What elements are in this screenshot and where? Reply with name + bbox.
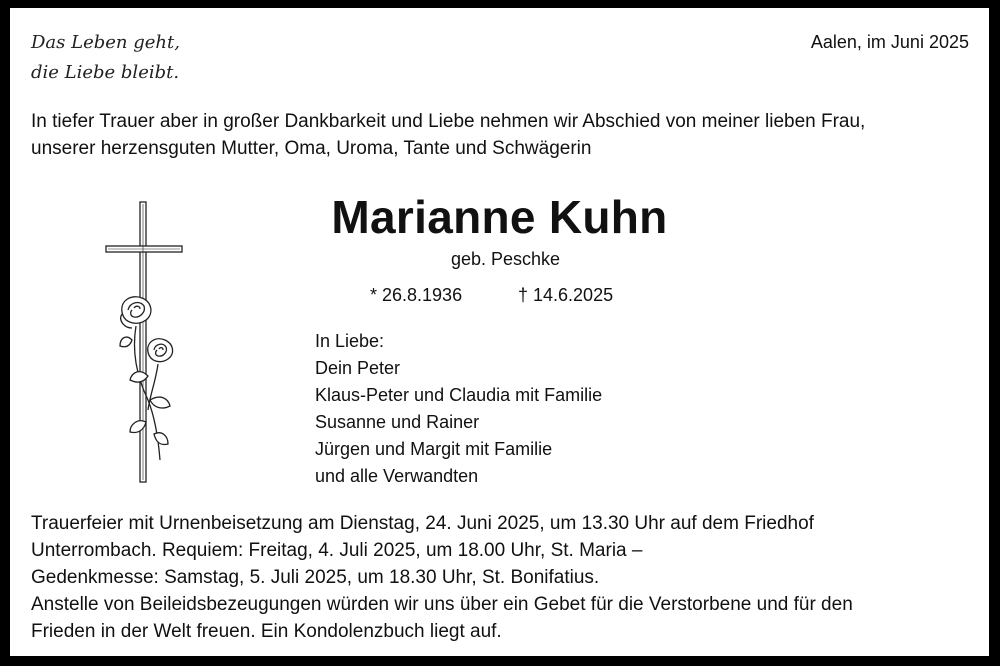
maiden-name: geb. Peschke <box>450 249 561 269</box>
motto <box>31 28 180 88</box>
family-member: Klaus-Peter und Claudia mit Familie <box>315 385 603 405</box>
obituary-notice <box>10 8 989 656</box>
birth-date: * 26.8.1936 <box>370 285 463 305</box>
intro-line-1: In tiefer Trauer aber in großer Dankbarkeit und Liebe nehmen wir Abschied von meiner lieben Frau, <box>31 111 866 132</box>
family-member: und alle Verwandten <box>315 466 479 486</box>
notice-line: Anstelle von Beileidsbezeugungen würden wir uns über ein Gebet für die Verstorbene und für den <box>31 594 853 615</box>
intro-text <box>31 108 971 162</box>
death-date: † 14.6.2025 <box>518 285 614 305</box>
notice-line: Gedenkmesse: Samstag, 5. Juli 2025, um 18.30 Uhr, St. Bonifatius. <box>31 567 600 588</box>
family-heading: In Liebe: <box>315 331 385 351</box>
funeral-notice <box>31 510 971 645</box>
family-list <box>315 328 602 490</box>
motto-line-2: die Liebe bleibt. <box>31 62 180 83</box>
family-member: Dein Peter <box>315 358 401 378</box>
deceased-name: Marianne Kuhn <box>331 191 668 243</box>
family-member: Jürgen und Margit mit Familie <box>315 439 553 459</box>
notice-line: Unterrombach. Requiem: Freitag, 4. Juli 2025, um 18.00 Uhr, St. Maria – <box>31 540 643 561</box>
motto-line-1: Das Leben geht, <box>31 32 180 53</box>
notice-line: Trauerfeier mit Urnenbeisetzung am Dienstag, 24. Juni 2025, um 13.30 Uhr auf dem Friedhof <box>31 513 814 534</box>
family-member: Susanne und Rainer <box>315 412 480 432</box>
notice-line: Frieden in der Welt freuen. Ein Kondolenzbuch liegt auf. <box>31 621 502 642</box>
intro-line-2: unserer herzensguten Mutter, Oma, Uroma, Tante und Schwägerin <box>31 138 592 159</box>
place-date: Aalen, im Juni 2025 <box>810 32 969 52</box>
